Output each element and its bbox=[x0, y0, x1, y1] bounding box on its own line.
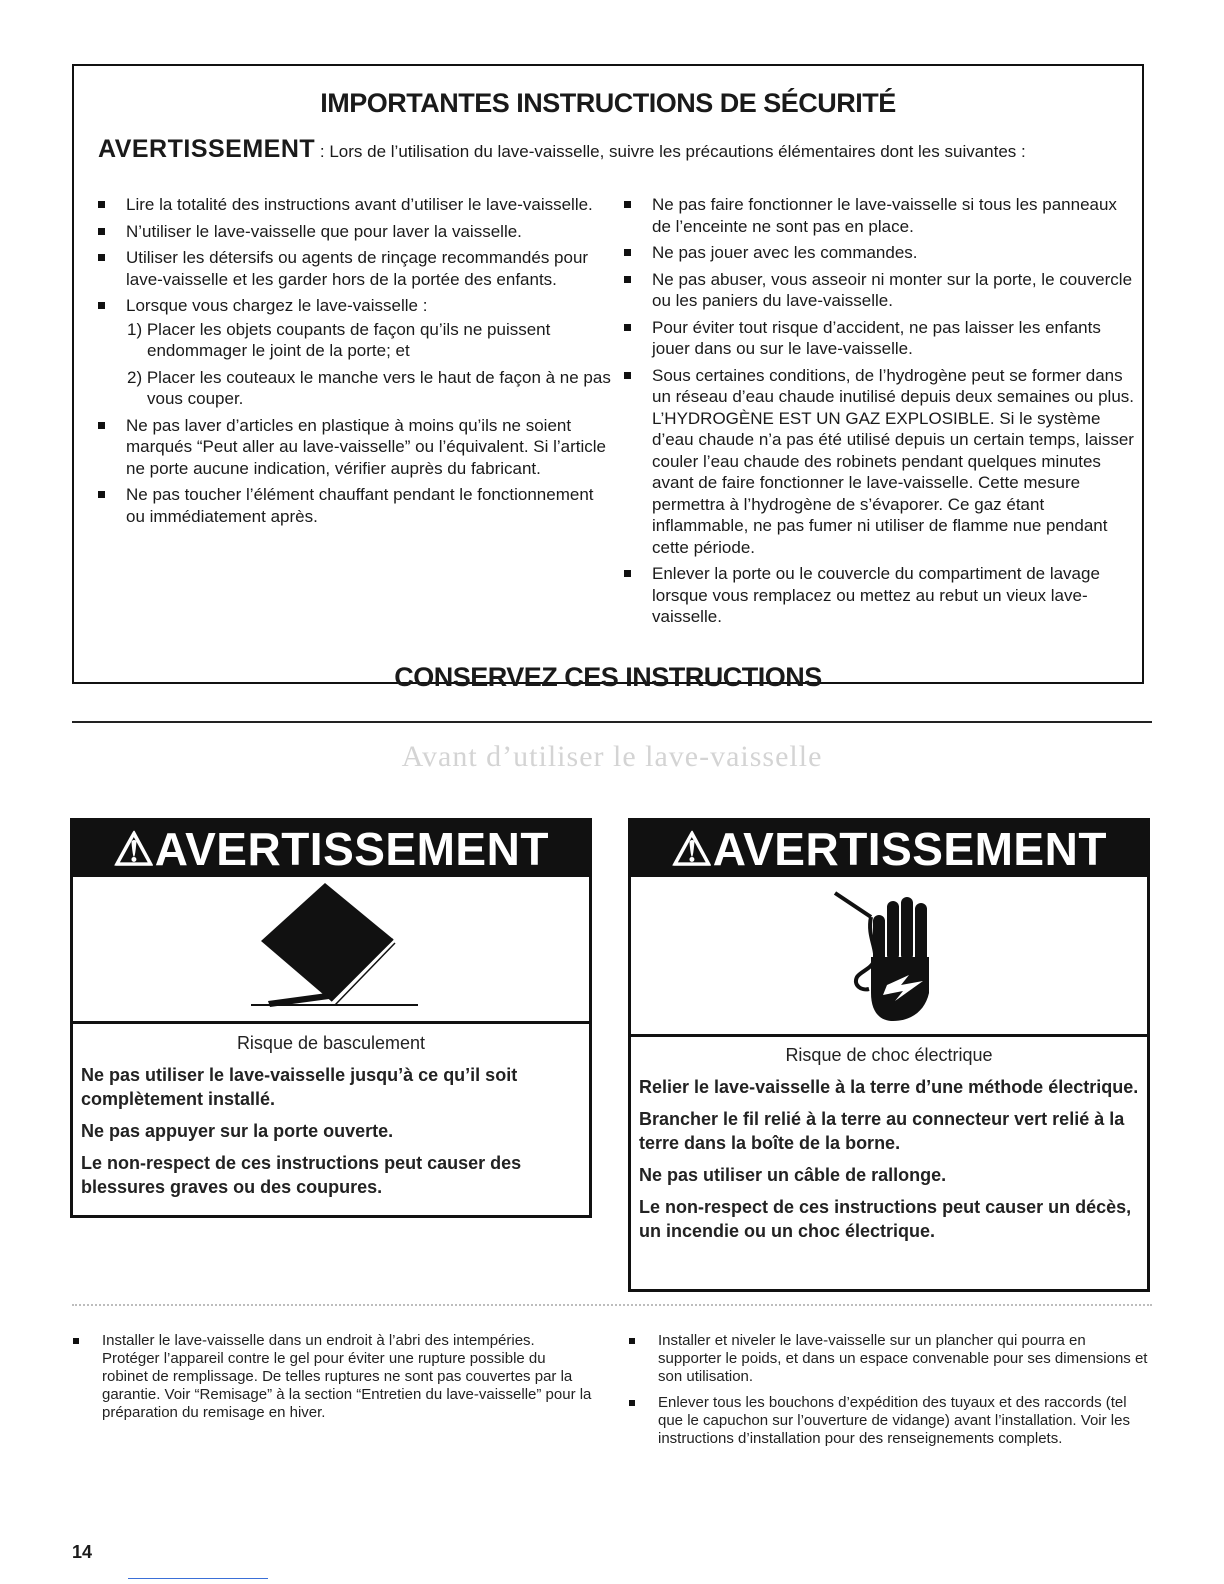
tip-over-warning-text bbox=[81, 1031, 581, 1207]
list-item: Utiliser les détersifs ou agents de rinçage recommandés pour lave-vaisselle et les garder hors de la portée des enfants. bbox=[96, 247, 616, 290]
footer-rule bbox=[128, 1578, 268, 1579]
list-item: Enlever la porte ou le couvercle du compartiment de lavage lorsque vous remplacez ou mettez au rebut un vieux lave-vaisselle. bbox=[622, 563, 1134, 628]
warning-line: Brancher le fil relié à la terre au connecteur vert relié à la terre dans la boîte de la borne. bbox=[639, 1109, 1125, 1153]
warning-line: Ne pas utiliser un câble de rallonge. bbox=[639, 1165, 947, 1185]
sub-list-item: 2) Placer les couteaux le manche vers le haut de façon à ne pas vous couper. bbox=[127, 367, 611, 408]
bullet-icon bbox=[98, 491, 105, 498]
bullet-icon bbox=[624, 324, 631, 331]
list-item: Ne pas jouer avec les commandes. bbox=[622, 242, 1134, 264]
warning-line: Ne pas appuyer sur la porte ouverte. bbox=[81, 1121, 394, 1141]
list-item: Enlever tous les bouchons d’expédition des tuyaux et des raccords (tel que le capuchon sur l’ouverture de vidange) avant l’installation. Voir les instructions d’installation pour des renseignements complets. bbox=[628, 1394, 1152, 1448]
page-number: 14 bbox=[72, 1542, 93, 1562]
warning-line: Le non-respect de ces instructions peut causer un décès, un incendie ou un choc électrique. bbox=[639, 1197, 1132, 1241]
bottom-right-column bbox=[628, 1332, 1152, 1456]
bullet-icon bbox=[98, 302, 105, 309]
warning-line: Ne pas utiliser le lave-vaisselle jusqu’à ce qu’il soit complètement installé. bbox=[81, 1065, 518, 1109]
safety-title: IMPORTANTES INSTRUCTIONS DE SÉCURITÉ bbox=[320, 88, 896, 118]
list-item: Installer et niveler le lave-vaisselle sur un plancher qui pourra en supporter le poids, et dans un espace convenable pour ses dimensions et son utilisation. bbox=[628, 1332, 1152, 1386]
bullet-icon bbox=[73, 1338, 79, 1344]
tip-over-warning-box bbox=[70, 818, 592, 1218]
list-item: Ne pas toucher l’élément chauffant pendant le fonctionnement ou immédiatement après. bbox=[96, 484, 616, 527]
list-item: Lorsque vous chargez le lave-vaisselle : bbox=[96, 295, 616, 317]
electric-shock-warning-box bbox=[628, 818, 1150, 1292]
safety-intro bbox=[98, 135, 1108, 163]
intro-text: : Lors de l’utilisation du lave-vaisselle, suivre les précautions élémentaires dont les suivantes : bbox=[315, 142, 1026, 161]
electric-shock-hand-icon bbox=[631, 877, 1147, 1034]
save-instructions-title: CONSERVEZ CES INSTRUCTIONS bbox=[394, 662, 822, 692]
bullet-icon bbox=[98, 254, 105, 261]
list-item: Pour éviter tout risque d’accident, ne pas laisser les enfants jouer dans ou sur le lave-vaisselle. bbox=[622, 317, 1134, 360]
bullet-icon bbox=[98, 228, 105, 235]
safety-left-column bbox=[96, 194, 616, 532]
hazard-title: Risque de basculement bbox=[236, 1033, 426, 1053]
bullet-icon bbox=[629, 1400, 635, 1406]
warning-line: Le non-respect de ces instructions peut causer des blessures graves ou des coupures. bbox=[81, 1153, 522, 1197]
bullet-icon bbox=[98, 201, 105, 208]
bullet-icon bbox=[624, 201, 631, 208]
bullet-icon bbox=[98, 422, 105, 429]
warning-line: Relier le lave-vaisselle à la terre d’une méthode électrique. bbox=[639, 1077, 1139, 1097]
bottom-left-column bbox=[72, 1332, 592, 1430]
hazard-title: Risque de choc électrique bbox=[785, 1045, 993, 1065]
list-item: Lire la totalité des instructions avant d’utiliser le lave-vaisselle. bbox=[96, 194, 616, 216]
warning-banner: ⚠AVERTISSEMENT bbox=[73, 821, 589, 877]
tip-over-pictogram bbox=[73, 877, 589, 1024]
list-item: Ne pas faire fonctionner le lave-vaisselle si tous les panneaux de l’enceinte ne sont pas en place. bbox=[622, 194, 1134, 237]
list-item: Installer le lave-vaisselle dans un endroit à l’abri des intempéries. Protéger l’appareil contre le gel pour éviter une rupture possible du robinet de remplissage. De telles ruptures ne sont pas couvertes par la garantie. Voir “Remisage” à la section “Entretien du lave-vaisselle” pour la préparation du remisage en hiver. bbox=[72, 1332, 592, 1422]
sub-list-item: 1) Placer les objets coupants de façon qu’ils ne puissent endommager le joint de la porte; et bbox=[127, 319, 551, 360]
safety-instructions-box bbox=[72, 64, 1144, 692]
warning-word: AVERTISSEMENT bbox=[98, 135, 316, 163]
list-item: N’utiliser le lave-vaisselle que pour laver la vaisselle. bbox=[96, 221, 616, 243]
bullet-icon bbox=[624, 372, 631, 379]
section-title: Avant d’utiliser le lave-vaisselle bbox=[401, 740, 823, 773]
bullet-icon bbox=[629, 1338, 635, 1344]
bullet-icon bbox=[624, 276, 631, 283]
list-item: Ne pas abuser, vous asseoir ni monter sur la porte, le couvercle ou les paniers du lave-vaisselle. bbox=[622, 269, 1134, 312]
bullet-icon bbox=[624, 570, 631, 577]
dotted-divider bbox=[72, 1304, 1152, 1306]
bullet-icon bbox=[624, 249, 631, 256]
tip-over-icon bbox=[73, 877, 589, 1021]
list-item: Ne pas laver d’articles en plastique à moins qu’ils ne soient marqués “Peut aller au lave-vaisselle” ou l’équivalent. Si l’article ne porte aucune indication, vérifier auprès du fabricant. bbox=[96, 415, 616, 480]
electric-shock-pictogram bbox=[631, 877, 1147, 1037]
warning-banner: ⚠AVERTISSEMENT bbox=[631, 821, 1147, 877]
safety-right-column bbox=[622, 194, 1134, 633]
list-item: Sous certaines conditions, de l’hydrogène peut se former dans un réseau d’eau chaude inutilisé depuis deux semaines ou plus. L’HYDROGÈNE EST UN GAZ EXPLOSIBLE. Si le système d’eau chaude n’a pas été utilisé depuis un certain temps, laisser couler l’eau chaude des robinets pendant quelques minutes avant de faire fonctionner le lave-vaisselle. Cette mesure permettra à l’hydrogène de s’évaporer. Ce gaz étant inflammable, ne pas fumer ni utiliser de flamme nue pendant cette période. bbox=[622, 365, 1134, 559]
section-divider bbox=[72, 721, 1152, 723]
electric-shock-warning-text bbox=[639, 1043, 1139, 1251]
